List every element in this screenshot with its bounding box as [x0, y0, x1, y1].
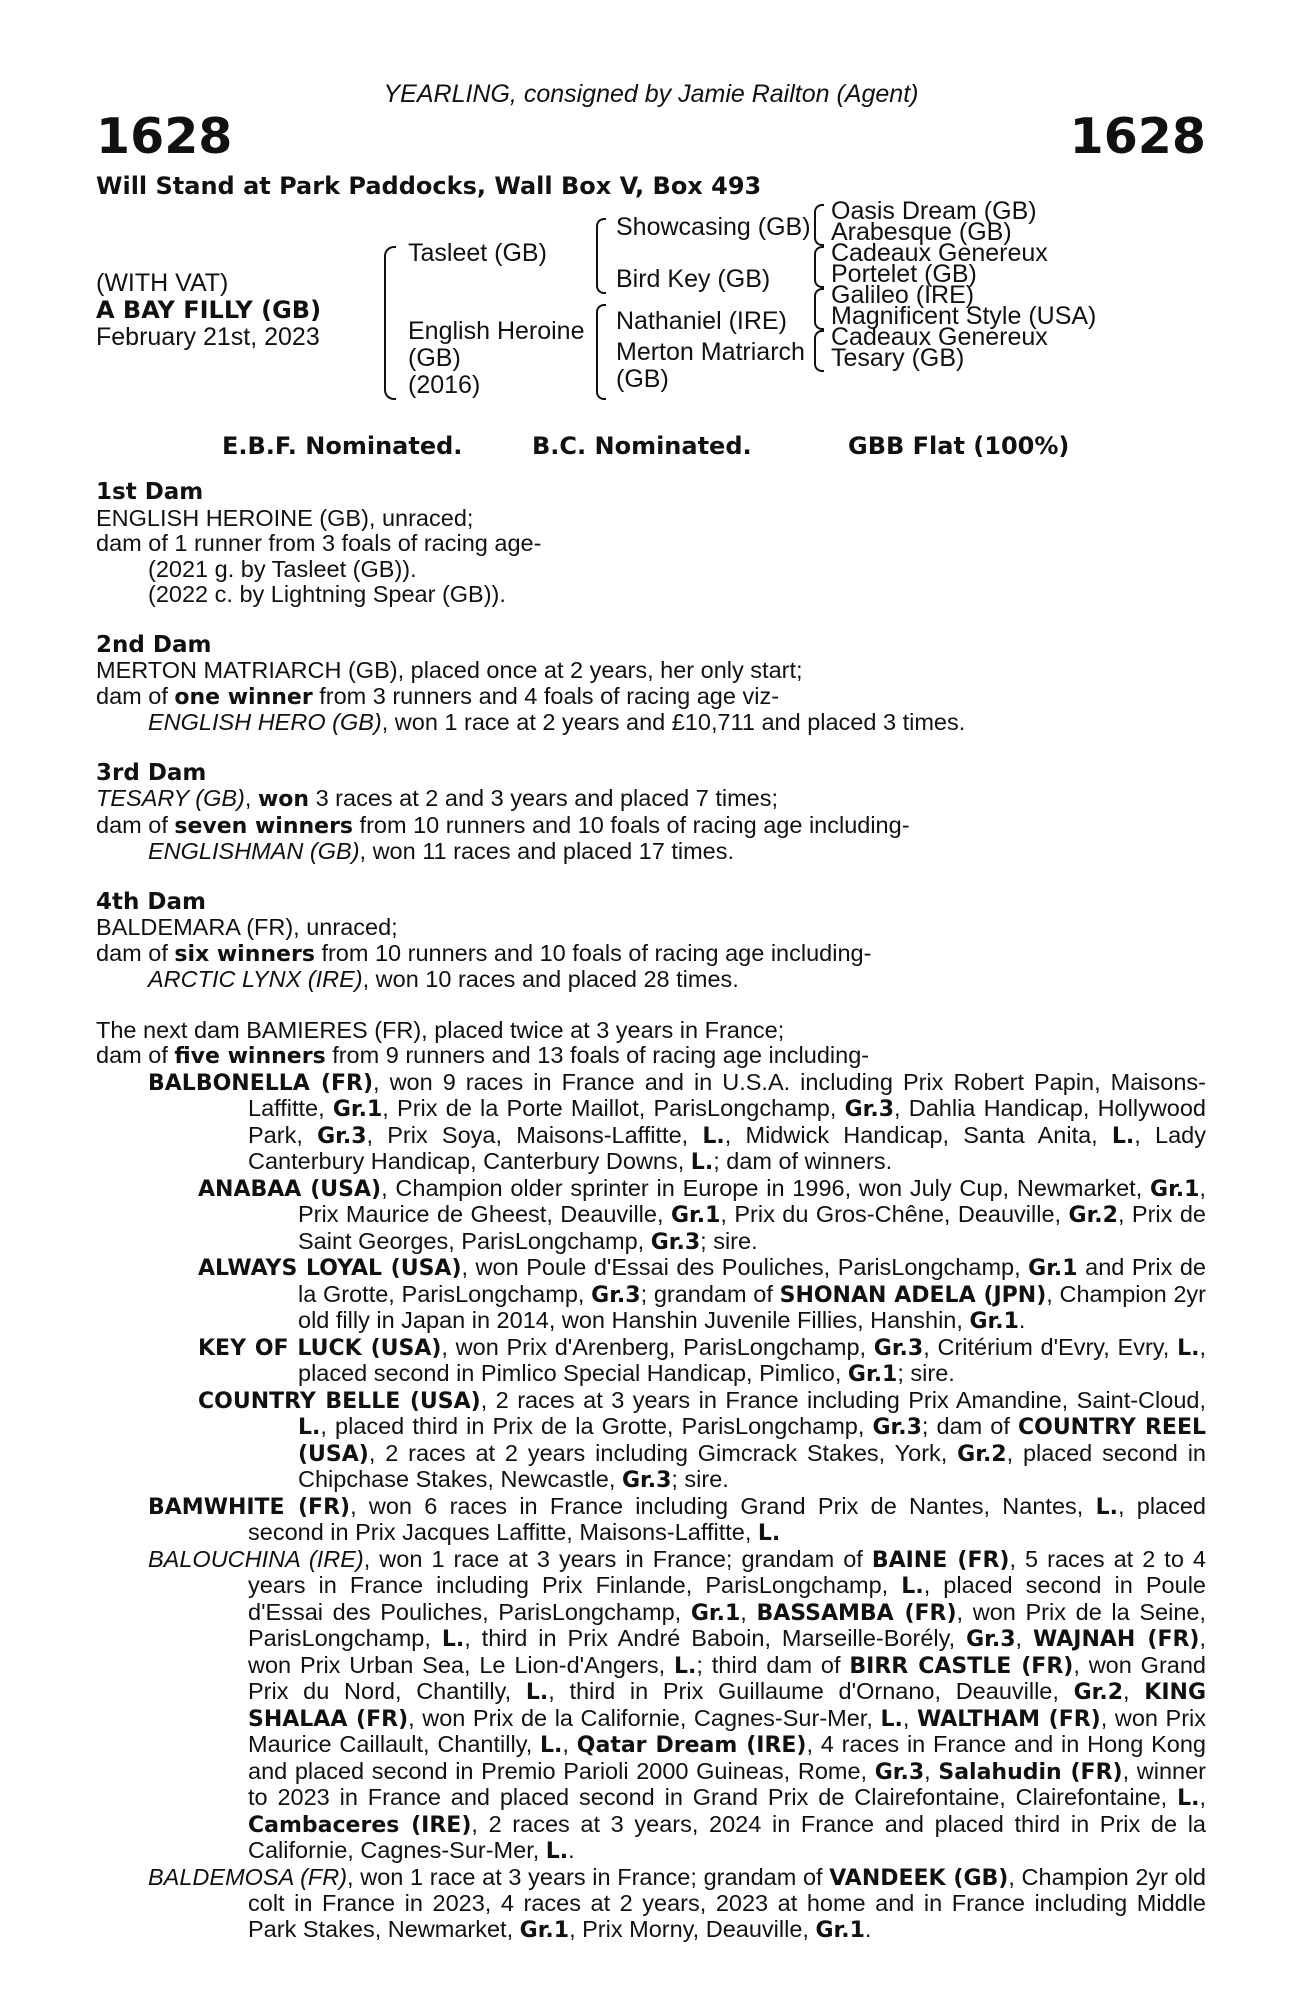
- entry-text-segment: L.: [880, 1706, 903, 1732]
- entry-text-segment: ,: [740, 1598, 757, 1625]
- entry-text-segment: L.: [901, 1574, 924, 1599]
- lot-number-left: 1628: [96, 108, 233, 165]
- entry-text-segment: Gr.1: [332, 1097, 383, 1122]
- entry-text-segment: Gr.3: [650, 1229, 701, 1255]
- sire: Tasleet (GB): [408, 239, 547, 267]
- entry-text-segment: L.: [702, 1123, 725, 1149]
- pedigree-bracket: [814, 204, 824, 246]
- entry-text-segment: .: [1018, 1307, 1026, 1333]
- entry-text-segment: L.: [1177, 1335, 1200, 1361]
- entry-text-segment: L.: [1111, 1123, 1135, 1149]
- entry-text-segment: Gr.2: [957, 1441, 1007, 1467]
- sire-dam: Bird Key (GB): [616, 265, 771, 293]
- fourth-dam-heading: 4th Dam: [96, 888, 206, 915]
- entry-text-segment: , Critérium d'Evry, Evry,: [923, 1333, 1178, 1360]
- gbb-flat: GBB Flat (100%): [848, 432, 1070, 460]
- entry-text-segment: ,: [1015, 1625, 1033, 1651]
- entry-text-segment: , won Prix de la Seine, ParisLongchamp,: [248, 1598, 1206, 1651]
- entry-text-segment: , placed second in Poule d'Essai des Pouliches, ParisLongchamp,: [248, 1572, 1206, 1625]
- entry-text-segment: ; third dam of: [696, 1651, 850, 1678]
- entry-text-segment: , Dahlia Handicap, Hollywood Park,: [248, 1095, 1207, 1148]
- entry-text-segment: ANABAA (USA): [198, 1176, 382, 1202]
- gen3-5: Galileo (IRE): [831, 281, 975, 309]
- entry-text-segment: WAJNAH (FR): [1032, 1627, 1200, 1652]
- entry-text-segment: L.: [441, 1627, 465, 1652]
- produce-entry-anabaa: [96, 1176, 1206, 1256]
- entry-text-segment: L.: [757, 1521, 781, 1546]
- pedigree-bracket: [814, 330, 824, 372]
- entry-text-segment: BASSAMBA (FR): [756, 1600, 957, 1626]
- entry-text-segment: Gr.1: [1028, 1256, 1078, 1281]
- entry-text-segment: Gr.1: [519, 1917, 570, 1943]
- entry-text-segment: L.: [545, 1839, 569, 1864]
- entry-text-segment: ,: [924, 1757, 939, 1784]
- dam-dam-line-2: (GB): [616, 365, 669, 393]
- dam-line-1: English Heroine: [408, 317, 585, 345]
- gen3-7: Cadeaux Genereux: [831, 323, 1048, 351]
- entry-text-segment: , placed third in Prix de la Grotte, ParisLongchamp,: [320, 1413, 873, 1439]
- first-dam-foal: (2021 g. by Tasleet (GB)).: [148, 555, 417, 582]
- entry-text-segment: , Champion older sprinter in Europe in 1996, won July Cup, Newmarket,: [381, 1174, 1151, 1201]
- entry-text-segment: , third in Prix Guillaume d'Ornano, Deauville,: [548, 1678, 1074, 1704]
- entry-text-segment: Gr.3: [966, 1627, 1016, 1652]
- entry-text-segment: .: [568, 1837, 575, 1863]
- produce-entry-key-of-luck: [96, 1335, 1206, 1388]
- pedigree-table: [96, 196, 1226, 426]
- entry-text-segment: , 2 races at 3 years in France including Prix Amandine, Saint-Cloud,: [480, 1386, 1206, 1413]
- entry-text-segment: KEY OF LUCK (USA): [198, 1335, 442, 1361]
- third-dam-produce: ENGLISHMAN (GB), won 11 races and placed 17 times.: [148, 838, 735, 864]
- entry-text-segment: SHONAN ADELA (JPN): [779, 1282, 1047, 1308]
- produce-record: [96, 480, 1206, 1943]
- entry-text-segment: Gr.2: [1068, 1203, 1118, 1228]
- entry-text-segment: Gr.3: [621, 1468, 672, 1493]
- entry-text-segment: ; sire.: [897, 1360, 955, 1386]
- entry-text-segment: ,: [1123, 1678, 1145, 1704]
- entry-text-segment: Gr.1: [847, 1362, 898, 1387]
- entry-text-segment: BAINE (FR): [871, 1547, 1010, 1573]
- entry-text-segment: , won Prix Maurice Caillault, Chantilly,: [248, 1704, 1207, 1757]
- lot-number-right: 1628: [1069, 108, 1206, 165]
- fourth-dam-produce: ARCTIC LYNX (IRE), won 10 races and placed 28 times.: [148, 966, 739, 992]
- entry-text-segment: , won 1 race at 3 years in France; grandam of: [363, 1545, 872, 1572]
- entry-text-segment: BIRR CASTLE (FR): [849, 1653, 1074, 1679]
- entry-text-segment: Gr.1: [1150, 1176, 1200, 1202]
- entry-text-segment: , won 6 races in France including Grand Prix de Nantes, Nantes,: [350, 1492, 1096, 1519]
- next-dam-line: The next dam BAMIERES (FR), placed twice at 3 years in France;: [96, 1016, 785, 1043]
- entry-text-segment: , Champion 2yr old filly in Japan in 2014, won Hanshin Juvenile Fillies, Hanshin,: [298, 1280, 1206, 1333]
- pedigree-bracket: [596, 304, 606, 400]
- gen3-6: Magnificent Style (USA): [831, 302, 1097, 330]
- ebf-nominated: E.B.F. Nominated.: [222, 432, 463, 460]
- entry-text-segment: ; sire.: [700, 1227, 758, 1254]
- entry-text-segment: , won Prix d'Arenberg, ParisLongchamp,: [441, 1333, 874, 1360]
- foaling-date: February 21st, 2023: [96, 323, 320, 351]
- entry-text-segment: Gr.3: [591, 1282, 641, 1308]
- entry-text-segment: BALOUCHINA (IRE): [148, 1545, 364, 1572]
- entry-text-segment: Gr.3: [844, 1097, 895, 1122]
- entry-text-segment: L.: [525, 1680, 549, 1705]
- entry-text-segment: , Prix Soya, Maisons-Laffitte,: [366, 1121, 703, 1148]
- entry-text-segment: Salahudin (FR): [938, 1759, 1123, 1785]
- second-dam-line: MERTON MATRIARCH (GB), placed once at 2 years, her only start;: [96, 657, 803, 683]
- stand-location: Will Stand at Park Paddocks, Wall Box V, Box 493: [96, 172, 762, 200]
- entry-text-segment: , won Poule d'Essai des Pouliches, ParisLongchamp,: [461, 1254, 1029, 1280]
- entry-text-segment: , Prix du Gros-Chêne, Deauville,: [720, 1201, 1069, 1227]
- entry-text-segment: Gr.1: [670, 1203, 721, 1228]
- entry-text-segment: L.: [540, 1733, 563, 1758]
- entry-text-segment: VANDEEK (GB): [829, 1865, 1009, 1891]
- entry-text-segment: KING SHALAA (FR): [248, 1680, 1206, 1732]
- third-dam-line: dam of seven winners from 10 runners and 10 foals of racing age including-: [96, 811, 910, 839]
- entry-text-segment: ; sire.: [671, 1466, 729, 1492]
- entry-text-segment: L.: [690, 1150, 714, 1175]
- entry-text-segment: Qatar Dream (IRE): [576, 1733, 807, 1758]
- first-dam-line: dam of 1 runner from 3 foals of racing age-: [96, 530, 542, 556]
- entry-text-segment: BALBONELLA (FR): [148, 1070, 374, 1096]
- dam-line-3: (2016): [408, 371, 481, 399]
- entry-text-segment: BAMWHITE (FR): [148, 1494, 351, 1520]
- first-dam-foal: (2022 c. by Lightning Spear (GB)).: [148, 581, 506, 607]
- bc-nominated: B.C. Nominated.: [532, 432, 752, 460]
- produce-entry-balouchina: [96, 1547, 1206, 1865]
- entry-text-segment: , Prix Maurice de Gheest, Deauville,: [298, 1174, 1206, 1227]
- entry-text-segment: L.: [298, 1415, 321, 1440]
- produce-entry-country-belle: [96, 1388, 1206, 1494]
- entry-text-segment: , Prix de Saint Georges, ParisLongchamp,: [298, 1201, 1206, 1254]
- pedigree-bracket: [596, 218, 606, 294]
- gen3-2: Arabesque (GB): [831, 218, 1012, 246]
- entry-text-segment: , Prix Morny, Deauville,: [569, 1915, 816, 1942]
- entry-text-segment: BALDEMOSA (FR): [148, 1863, 348, 1890]
- entry-text-segment: .: [864, 1915, 872, 1942]
- horse-name: A BAY FILLY (GB): [96, 296, 322, 324]
- entry-text-segment: , won 1 race at 3 years in France; grandam of: [347, 1863, 830, 1890]
- produce-entry-baldemosa: [96, 1865, 1206, 1944]
- pedigree-bracket: [814, 288, 824, 330]
- second-dam-produce: ENGLISH HERO (GB), won 1 race at 2 years and £10,711 and placed 3 times.: [148, 709, 966, 735]
- entry-text-segment: , placed second in Prix Jacques Laffitte, Maisons-Laffitte,: [248, 1492, 1206, 1545]
- entry-text-segment: Gr.3: [873, 1335, 924, 1361]
- entry-text-segment: COUNTRY REEL (USA): [298, 1415, 1206, 1467]
- gen3-3: Cadeaux Genereux: [831, 239, 1048, 267]
- entry-text-segment: , winner to 2023 in France and placed second in Grand Prix de Clairefontaine, Clairefontaine,: [248, 1757, 1206, 1810]
- entry-text-segment: ; dam of winners.: [713, 1148, 893, 1174]
- entry-text-segment: Cambaceres (IRE): [248, 1812, 472, 1838]
- dam-sire: Nathaniel (IRE): [616, 307, 787, 335]
- entry-text-segment: Gr.1: [969, 1309, 1019, 1334]
- entry-text-segment: , placed second in Pimlico Special Handicap, Pimlico,: [298, 1333, 1206, 1386]
- entry-text-segment: WALTHAM (FR): [916, 1706, 1101, 1732]
- produce-entry-balbonella: [96, 1070, 1206, 1176]
- gen3-1: Oasis Dream (GB): [831, 197, 1037, 225]
- entry-text-segment: , 2 races at 3 years, 2024 in France and placed third in Prix de la Californie, Cagnes-Sur-Mer,: [248, 1810, 1206, 1863]
- entry-text-segment: , third in Prix André Baboin, Marseille-Borély,: [464, 1625, 967, 1651]
- entry-text-segment: ; grandam of: [640, 1280, 780, 1307]
- fourth-dam-line: BALDEMARA (FR), unraced;: [96, 914, 398, 940]
- second-dam-line: dam of one winner from 3 runners and 4 foals of racing age viz-: [96, 682, 780, 710]
- entry-text-segment: Gr.1: [815, 1917, 865, 1943]
- entry-text-segment: , Prix de la Porte Maillot, ParisLongchamp,: [382, 1095, 845, 1121]
- entry-text-segment: L.: [674, 1653, 697, 1679]
- next-dam-line: dam of five winners from 9 runners and 13 foals of racing age including-: [96, 1042, 870, 1069]
- second-dam-section: [96, 633, 1206, 736]
- entry-text-segment: Gr.3: [317, 1123, 367, 1149]
- gen3-8: Tesary (GB): [831, 344, 965, 372]
- entry-text-segment: , Champion 2yr old colt in France in 2023, 4 races at 2 years, 2023 at home and in France including Middle Park Stakes, Newmarket,: [248, 1863, 1206, 1942]
- third-dam-line: TESARY (GB), won 3 races at 2 and 3 years and placed 7 times;: [96, 785, 779, 812]
- fourth-dam-line: dam of six winners from 10 runners and 10 foals of racing age including-: [96, 939, 872, 967]
- next-dam-section: [96, 1018, 1206, 1944]
- entry-text-segment: , placed second in Chipchase Stakes, Newcastle,: [298, 1439, 1207, 1492]
- produce-entry-always-loyal: [96, 1255, 1206, 1335]
- entry-text-segment: , won 9 races in France and in U.S.A. including Prix Robert Papin, Maisons-Laffitte,: [248, 1068, 1206, 1121]
- first-dam-heading: 1st Dam: [96, 479, 204, 505]
- dam-dam-line-1: Merton Matriarch: [616, 338, 805, 366]
- entry-text-segment: , won Prix Urban Sea, Le Lion-d'Angers,: [248, 1625, 1206, 1678]
- third-dam-heading: 3rd Dam: [96, 759, 207, 786]
- entry-text-segment: COUNTRY BELLE (USA): [198, 1388, 481, 1414]
- entry-text-segment: ,: [902, 1704, 917, 1731]
- fourth-dam-section: [96, 890, 1206, 993]
- entry-text-segment: , 2 races at 2 years including Gimcrack Stakes, York,: [368, 1439, 958, 1466]
- first-dam-section: [96, 480, 1206, 608]
- dam-line-2: (GB): [408, 344, 461, 372]
- pedigree-bracket: [814, 246, 824, 288]
- sire-sire: Showcasing (GB): [616, 213, 811, 241]
- entry-text-segment: ,: [1199, 1784, 1206, 1810]
- consignor-line: YEARLING, consigned by Jamie Railton (Agent): [383, 80, 919, 108]
- entry-text-segment: Gr.3: [874, 1759, 925, 1785]
- entry-text-segment: , won Grand Prix du Nord, Chantilly,: [248, 1651, 1206, 1704]
- entry-text-segment: , Lady Canterbury Handicap, Canterbury Downs,: [248, 1121, 1206, 1174]
- entry-text-segment: , 5 races at 2 to 4 years in France including Prix Finlande, ParisLongchamp,: [248, 1545, 1206, 1598]
- entry-text-segment: L.: [1177, 1786, 1200, 1811]
- entry-text-segment: , won Prix de la Californie, Cagnes-Sur-Mer,: [408, 1704, 881, 1731]
- entry-text-segment: , Midwick Handicap, Santa Anita,: [724, 1121, 1112, 1148]
- entry-text-segment: ,: [562, 1731, 577, 1757]
- third-dam-section: [96, 761, 1206, 865]
- vat-note: (WITH VAT): [96, 269, 229, 297]
- entry-text-segment: ; dam of: [921, 1413, 1018, 1439]
- second-dam-heading: 2nd Dam: [96, 631, 212, 658]
- entry-text-segment: Gr.3: [872, 1415, 922, 1440]
- entry-text-segment: L.: [1095, 1494, 1118, 1520]
- entry-text-segment: Gr.2: [1073, 1680, 1124, 1705]
- entry-text-segment: and Prix de la Grotte, ParisLongchamp,: [298, 1254, 1206, 1307]
- entry-text-segment: , 4 races in France and in Hong Kong and placed second in Premio Parioli 2000 Guineas, Rome,: [248, 1731, 1206, 1784]
- entry-text-segment: ALWAYS LOYAL (USA): [198, 1256, 462, 1281]
- gen3-4: Portelet (GB): [831, 260, 977, 288]
- pedigree-bracket: [384, 246, 396, 400]
- first-dam-line: ENGLISH HEROINE (GB), unraced;: [96, 504, 474, 531]
- entry-text-segment: Gr.1: [690, 1600, 741, 1626]
- produce-entry-bamwhite: [96, 1494, 1206, 1547]
